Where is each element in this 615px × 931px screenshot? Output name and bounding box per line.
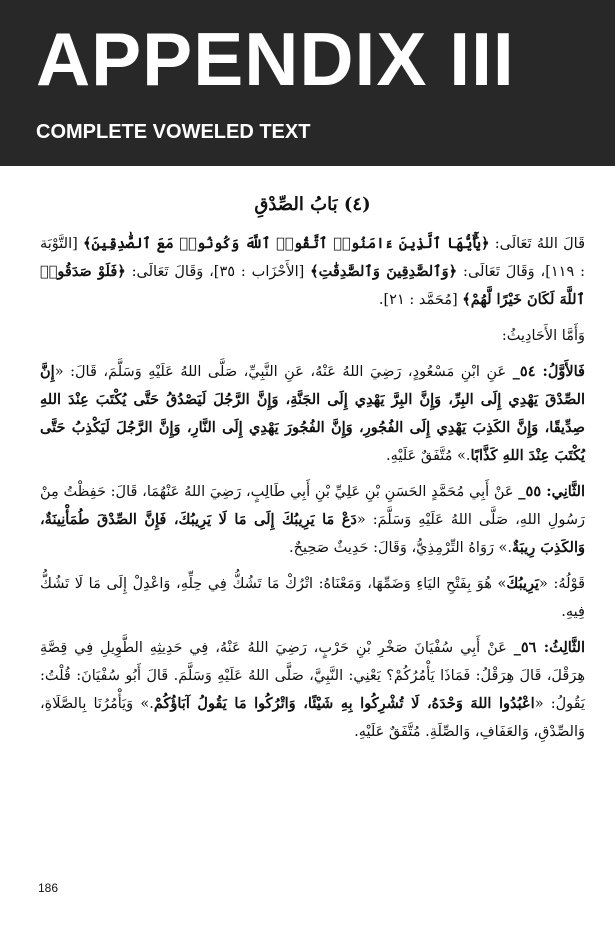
quran-verse-2: ﴿وَٱلصَّٰدِقِينَ وَٱلصَّٰدِقَٰتِ﴾ xyxy=(310,263,458,280)
chapter-title: (٤) بَابُ الصِّدْقِ xyxy=(254,194,371,215)
quran-verse-3: ﴿فَلَوْ صَدَقُوا۟ ٱللَّهَ لَكَانَ خَيْرًا لَّهُمْ﴾ xyxy=(40,263,585,308)
hadith-54-number: فَالأَوَّلُ: ٥٤_ xyxy=(512,363,585,380)
hadith-55-ending: .» رَوَاهُ التِّرْمِذِيُّ، وَقَالَ: حَدِيثٌ صَحِيحٌ. xyxy=(289,540,513,556)
appendix-subtitle: COMPLETE VOWELED TEXT xyxy=(36,121,311,143)
hadith-55-note xyxy=(40,570,585,626)
hadith-55-chain: عَنْ أَبِي مُحَمَّدٍ الحَسَنِ بْنِ عَلِيِّ بْنِ أَبِي طَالِبٍ، رَضِيَ اللهُ عَنْهُمَا، قَالَ: حَفِظْتُ مِنْ رَسُولِ اللهِ، صَلَّى اللهُ عَلَيْهِ وَسَلَّمَ: « xyxy=(40,484,585,528)
ahadith-intro: وَأَمَّا الأَحَادِيثُ: xyxy=(501,328,585,344)
hadith-56-number: الثَّالِثُ: ٥٦_ xyxy=(513,639,585,656)
note-lead: قَوْلُهُ: « xyxy=(539,576,586,592)
hadith-54 xyxy=(40,358,585,470)
hadith-54-text: إِنَّ الصِّدْقَ يَهْدِي إِلَى البِرِّ، وَإِنَّ البِرَّ يَهْدِي إِلَى الجَنَّةِ، وَإِنَّ الرَّجُلَ لَيَصْدُقُ حَتَّى يُكْتَبَ عِنْدَ اللهِ صِدِّيقًا، وَإِنَّ الكَذِبَ يَهْدِي إِلَى الفُجُورِ، وَإِنَّ الفُجُورَ يَهْدِي إِلَى النَّارِ، وَإِنَّ الرَّجُلَ لَيَكْذِبُ حَتَّى يُكْتَبَ عِنْدَ اللهِ كَذَّابًا xyxy=(40,363,585,464)
hadith-54-chain: عَنِ ابْنِ مَسْعُودٍ، رَضِيَ اللهُ عَنْهُ، عَنِ النَّبِيِّ، صَلَّى اللهُ عَلَيْهِ وَسَلَّمَ، قَالَ: « xyxy=(54,364,513,380)
appendix-title: APPENDIX III xyxy=(36,17,515,101)
note-text: » هُوَ بِفَتْحِ اليَاءِ وَضَمِّهَا، وَمَعْنَاهُ: اتْرُكْ مَا تَشُكُّ فِي حِلِّهِ، وَاعْدِلْ إِلَى مَا لَا تَشُكُّ فِيهِ. xyxy=(40,576,585,620)
intro-text-4: [مُحَمَّد : ٢١]. xyxy=(378,292,463,308)
intro-text-2: [التَّوْبَة : ١١٩]، وَقَالَ تَعَالَى: xyxy=(40,236,586,280)
hadith-56 xyxy=(40,634,585,746)
note-word: يَرِيبُكَ xyxy=(506,575,540,592)
hadith-56-ending: .» وَيَأْمُرُنَا بِالصَّلَاةِ، وَالصِّدْقِ، وَالعَفَافِ، وَالصِّلَةِ. مُتَّفَقٌ عَلَيْهِ. xyxy=(40,696,585,740)
hadith-56-text: اعْبُدُوا اللهَ وَحْدَهُ، لَا تُشْرِكُوا بِهِ شَيْئًا، وَاتْرُكُوا مَا يَقُولُ آبَاؤُكُمْ xyxy=(153,695,535,712)
hadith-55-text: دَعْ مَا يَرِيبُكَ إِلَى مَا لَا يَرِيبُكَ، فَإِنَّ الصِّدْقَ طُمَأْنِينَةٌ، وَالكَذِبَ رِيبَةٌ xyxy=(40,511,585,556)
intro-text-1: قَالَ اللهُ تَعَالَى: xyxy=(489,236,585,252)
hadith-55 xyxy=(40,478,585,562)
hadith-56-chain: عَنْ أَبِي سُفْيَانَ صَخْرِ بْنِ حَرْبٍ، رَضِيَ اللهُ عَنْهُ، فِي حَدِيثِهِ الطَّوِيلِ فِي قِصَّةِ هِرَقْلَ، قَالَ هِرَقْلُ: فَمَاذَا يَأْمُرُكُمْ؟ يَعْنِي: النَّبِيَّ، صَلَّى اللهُ عَلَيْهِ وَسَلَّمَ. قَالَ أَبُو سُفْيَانَ: قُلْتُ: يَقُولُ: « xyxy=(40,640,586,712)
intro-text-3: [الأَحْزَاب : ٣٥]، وَقَالَ تَعَالَى: xyxy=(125,264,311,280)
arabic-text-body xyxy=(40,190,585,754)
chapter-intro xyxy=(40,230,585,314)
quran-verse-1: ﴿يَٰٓأَيُّهَا ٱلَّذِينَ ءَامَنُوا۟ ٱتَّقُوا۟ ٱللَّهَ وَكُونُوا۟ مَعَ ٱلصَّٰدِقِينَ﴾ xyxy=(83,235,490,252)
page-number: 186 xyxy=(38,881,59,895)
hadith-54-ending: .» مُتَّفَقٌ عَلَيْهِ. xyxy=(386,448,471,464)
hadith-55-number: الثَّانِي: ٥٥_ xyxy=(518,483,585,500)
appendix-header xyxy=(0,0,615,166)
